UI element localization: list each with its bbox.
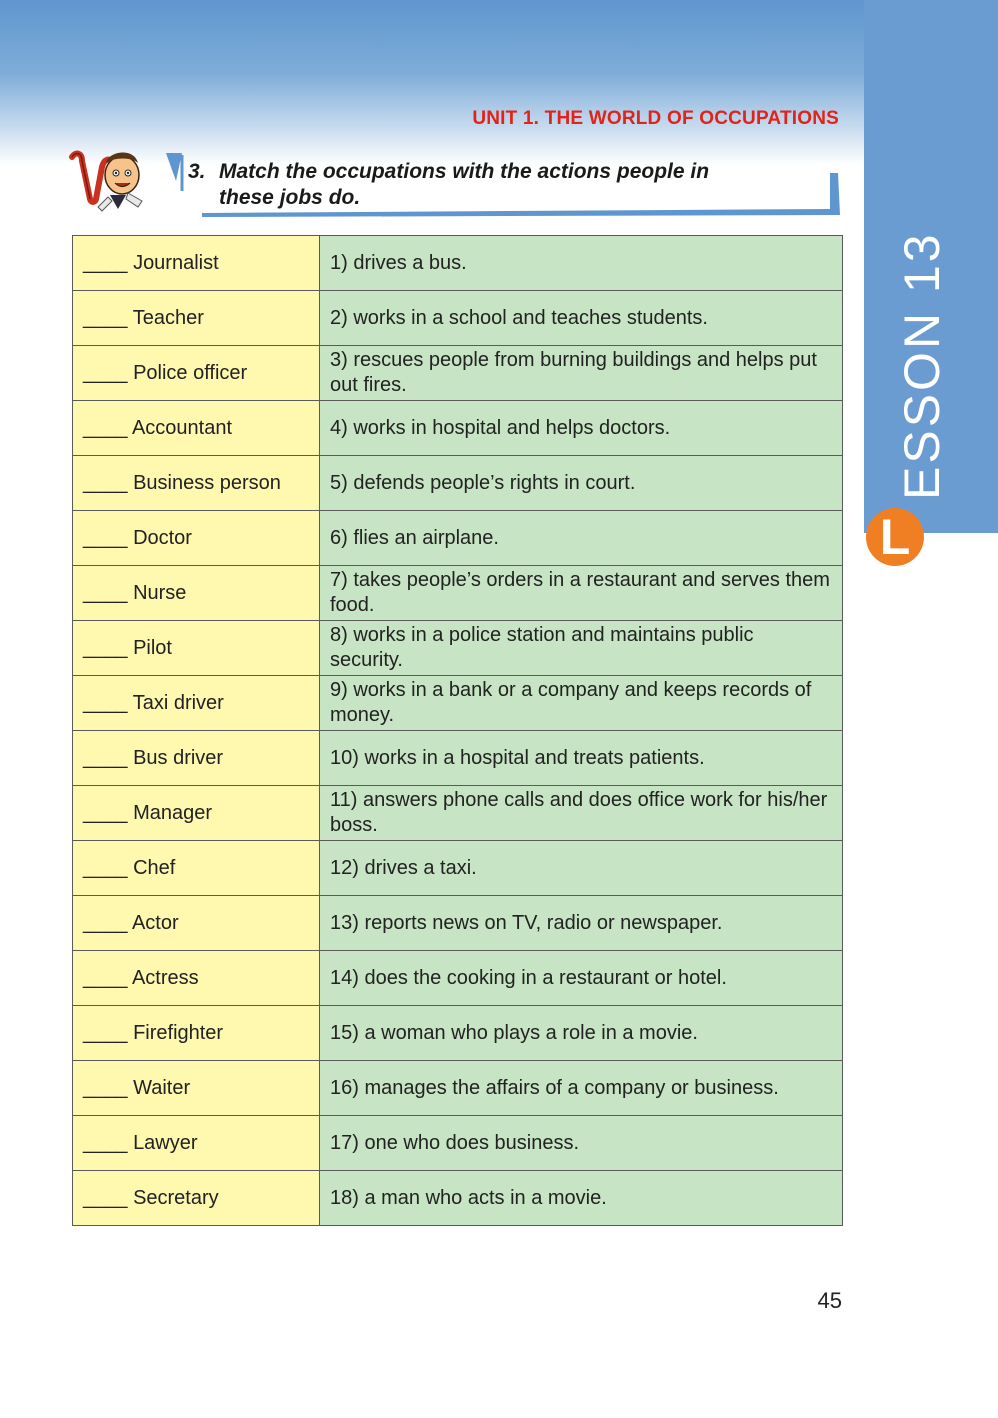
action-cell: 2) works in a school and teaches students.: [320, 291, 843, 346]
occupation-label: Business person: [133, 471, 281, 494]
task-number: 3.: [188, 160, 206, 183]
lesson-number-text: ESSON 13: [894, 231, 950, 500]
task-instruction: [188, 159, 828, 211]
table-row: [73, 566, 843, 621]
table-row: [73, 511, 843, 566]
action-cell: 14) does the cooking in a restaurant or hotel.: [320, 951, 843, 1006]
action-cell: 11) answers phone calls and does office work for his/her boss.: [320, 786, 843, 841]
answer-blank[interactable]: ____: [83, 1076, 128, 1099]
action-cell: 10) works in a hospital and treats patients.: [320, 731, 843, 786]
action-cell: 1) drives a bus.: [320, 236, 843, 291]
occupation-label: Firefighter: [133, 1021, 224, 1044]
answer-blank[interactable]: ____: [83, 966, 128, 989]
answer-blank[interactable]: ____: [83, 306, 128, 329]
answer-blank[interactable]: ____: [83, 471, 128, 494]
occupation-label: Accountant: [131, 416, 233, 439]
action-cell: 7) takes people’s orders in a restaurant and serves them food.: [320, 566, 843, 621]
occupation-cell: [73, 621, 320, 676]
answer-blank[interactable]: ____: [83, 416, 128, 439]
occupation-label: Doctor: [133, 526, 192, 549]
action-cell: 9) works in a bank or a company and keeps records of money.: [320, 676, 843, 731]
occupation-cell: [73, 346, 320, 401]
page-number: 45: [817, 1288, 842, 1313]
action-cell: 5) defends people’s rights in court.: [320, 456, 843, 511]
occupation-label: Police officer: [133, 361, 248, 384]
answer-blank[interactable]: ____: [83, 251, 128, 274]
occupation-cell: [73, 731, 320, 786]
lesson-letter-circle: L: [866, 508, 924, 566]
action-cell: 4) works in hospital and helps doctors.: [320, 401, 843, 456]
occupation-label: Pilot: [133, 636, 172, 659]
occupation-cell: [73, 1006, 320, 1061]
occupation-label: Waiter: [133, 1076, 191, 1099]
matching-table: [72, 235, 843, 1226]
table-row: [73, 1006, 843, 1061]
answer-blank[interactable]: ____: [83, 911, 128, 934]
occupation-cell: [73, 896, 320, 951]
table-row: [73, 236, 843, 291]
occupation-label: Actress: [131, 966, 199, 989]
occupation-label: Chef: [133, 856, 176, 879]
table-row: [73, 786, 843, 841]
occupation-label: Actor: [131, 911, 179, 934]
table-row: [73, 456, 843, 511]
action-cell: 6) flies an airplane.: [320, 511, 843, 566]
header-band: [0, 0, 864, 165]
answer-blank[interactable]: ____: [83, 691, 128, 714]
action-cell: 12) drives a taxi.: [320, 841, 843, 896]
table-row: [73, 1116, 843, 1171]
occupation-cell: [73, 1116, 320, 1171]
action-cell: 15) a woman who plays a role in a movie.: [320, 1006, 843, 1061]
occupation-label: Secretary: [133, 1186, 219, 1209]
action-cell: 13) reports news on TV, radio or newspaper.: [320, 896, 843, 951]
table-row: [73, 346, 843, 401]
lesson-label: [864, 190, 950, 570]
table-row: [73, 1061, 843, 1116]
table-row: [73, 951, 843, 1006]
occupation-cell: [73, 511, 320, 566]
occupation-label: Teacher: [132, 306, 204, 329]
occupation-cell: [73, 456, 320, 511]
answer-blank[interactable]: ____: [83, 361, 128, 384]
occupation-label: Bus driver: [133, 746, 224, 769]
table-row: [73, 291, 843, 346]
action-cell: 16) manages the affairs of a company or business.: [320, 1061, 843, 1116]
table-row: [73, 731, 843, 786]
occupation-cell: [73, 841, 320, 896]
answer-blank[interactable]: ____: [83, 801, 128, 824]
mascot-icon: [68, 143, 150, 215]
table-row: [73, 401, 843, 456]
action-cell: 17) one who does business.: [320, 1116, 843, 1171]
occupation-label: Nurse: [133, 581, 187, 604]
occupation-cell: [73, 1171, 320, 1226]
table-row: [73, 896, 843, 951]
table-row: [73, 1171, 843, 1226]
occupation-label: Taxi driver: [132, 691, 224, 714]
action-cell: 3) rescues people from burning buildings and helps put out fires.: [320, 346, 843, 401]
action-cell: 18) a man who acts in a movie.: [320, 1171, 843, 1226]
occupation-label: Lawyer: [133, 1131, 198, 1154]
occupation-label: Manager: [133, 801, 212, 824]
action-cell: 8) works in a police station and maintains public security.: [320, 621, 843, 676]
answer-blank[interactable]: ____: [83, 746, 128, 769]
answer-blank[interactable]: ____: [83, 526, 128, 549]
task-line-2: these jobs do.: [219, 186, 361, 209]
occupation-cell: [73, 676, 320, 731]
table-row: [73, 621, 843, 676]
answer-blank[interactable]: ____: [83, 1021, 128, 1044]
occupation-cell: [73, 786, 320, 841]
unit-title: UNIT 1. THE WORLD OF OCCUPATIONS: [472, 108, 839, 129]
task-line-1: Match the occupations with the actions people in: [219, 160, 710, 183]
occupation-cell: [73, 566, 320, 621]
answer-blank[interactable]: ____: [83, 1186, 128, 1209]
occupation-label: Journalist: [133, 251, 219, 274]
occupation-cell: [73, 401, 320, 456]
answer-blank[interactable]: ____: [83, 856, 128, 879]
table-row: [73, 676, 843, 731]
answer-blank[interactable]: ____: [83, 636, 128, 659]
occupation-cell: [73, 291, 320, 346]
occupation-cell: [73, 236, 320, 291]
occupation-cell: [73, 951, 320, 1006]
occupation-cell: [73, 1061, 320, 1116]
answer-blank[interactable]: ____: [83, 1131, 128, 1154]
table-row: [73, 841, 843, 896]
answer-blank[interactable]: ____: [83, 581, 128, 604]
